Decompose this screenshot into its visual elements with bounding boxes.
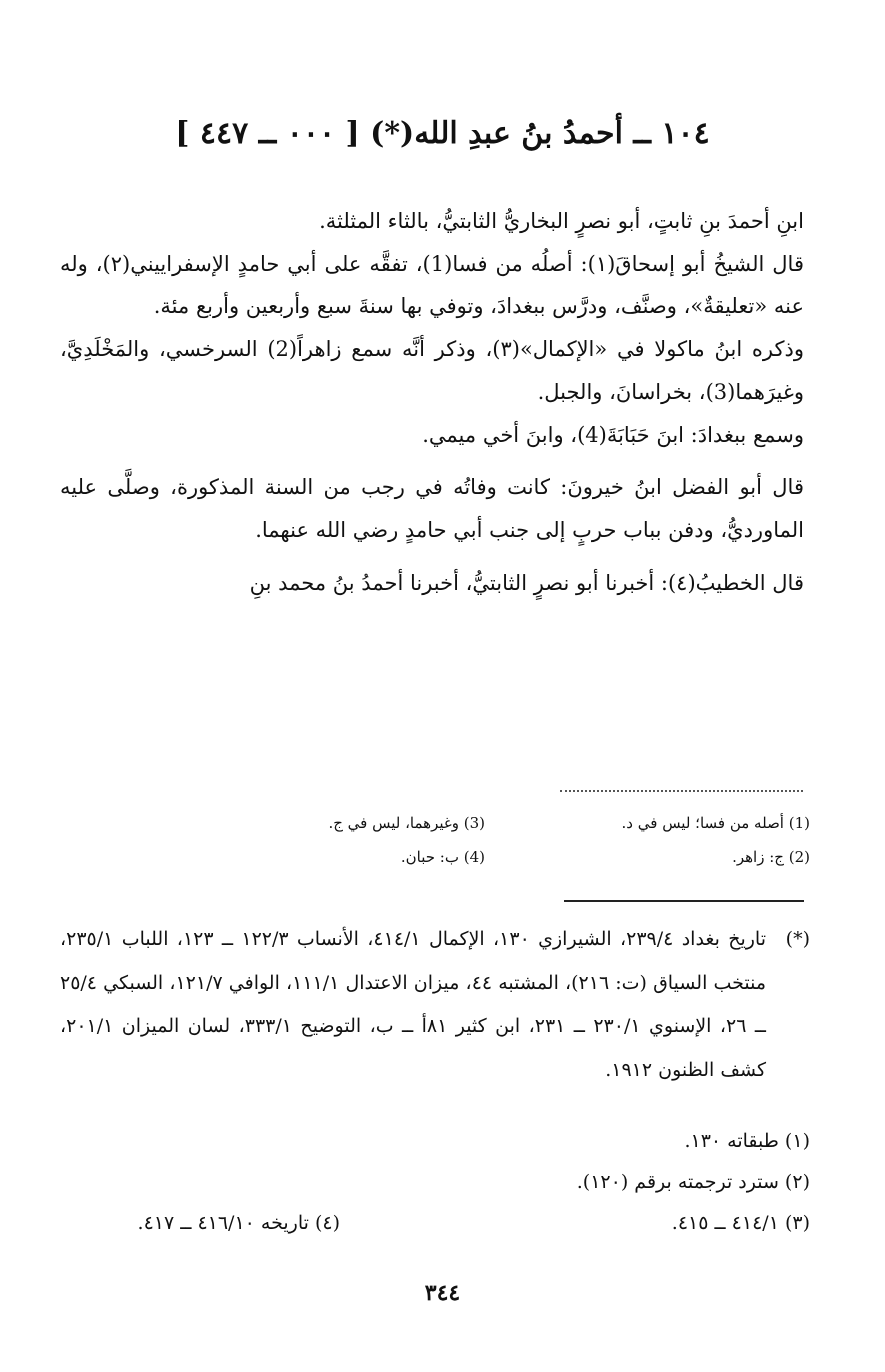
paragraph: قال الخطيبُ(٤): أخبرنا أبو نصرٍ الثابتيُّ، أخبرنا أحمدُ بنُ محمد بنِ (249, 570, 804, 595)
variant-note: (1) أصله من فسا؛ ليس في د. (621, 814, 810, 832)
paragraph: قال الشيخُ أبو إسحاقَ(١): أصلُه من فسا(1)، تفقَّه على أبي حامدٍ الإسفراييني(٢)، وله عنه «تعليقةٌ»، وصنَّف، ودرَّس ببغدادَ، وتوفي بها سنةَ سبع وأربعين وأربع مئة. (60, 251, 804, 319)
variant-notes (190, 806, 810, 874)
footnotes (60, 1121, 810, 1244)
sources-note (60, 918, 810, 1092)
footnote: (١) طبقاته ١٣٠. (684, 1130, 810, 1152)
paragraph: قال أبو الفضل ابنُ خيرونَ: كانت وفاتُه في رجب من السنة المذكورة، وصلَّى عليه الماورديُّ، ودفن بباب حربٍ إلى جنب أبي حامدٍ رضي الله عنهما. (60, 475, 804, 542)
variant-note: (4) ب: حبان. (400, 848, 485, 866)
footnote: (٤) تاريخه ٤١٦/١٠ ــ ٤١٧. (137, 1212, 340, 1234)
variant-note: (2) ج: زاهر. (732, 848, 810, 866)
variant-note: (3) وغيرهما، ليس في ج. (328, 814, 485, 832)
footnotes-rule (564, 900, 804, 902)
sources-note-marker: (*) (785, 928, 810, 950)
main-text (60, 200, 804, 604)
entry-title: ١٠٤ ــ أحمدُ بنُ عبدِ الله(*) [ ٠٠٠ ــ ٤٤٧ ] (175, 116, 710, 151)
page-number: ٣٤٤ (424, 1280, 461, 1306)
paragraph: وذكره ابنُ ماكولا في «الإكمال»(٣)، وذكر أنَّه سمع زاهراً(2) السرخسي، والمَخْلَدِيَّ، وغيرَهما(3)، بخراسانَ، والجبل. (60, 337, 805, 404)
footnote: (٢) سترد ترجمته برقم (١٢٠). (576, 1171, 810, 1193)
paragraph: ابنِ أحمدَ بنِ ثابتٍ، أبو نصرٍ البخاريُّ الثابتيُّ، بالثاء المثلثة. (319, 209, 804, 233)
variant-notes-separator (560, 790, 803, 792)
sources-note-text: تاريخ بغداد ٢٣٩/٤، الشيرازي ١٣٠، الإكمال ٤١٤/١، الأنساب ١٢٢/٣ ــ ١٢٣، اللباب ٢٣٥/١، منتخب السياق (ت: ٢١٦)، المشتبه ٤٤، ميزان الاعتدال ١١١/١، الوافي ١٢١/٧، السبكي ٢٥/٤ ــ ٢٦، الإسنوي ٢٣٠/١ ــ ٢٣١، ابن كثير ٨١أ ــ ب، التوضيح ٣٣٣/١، لسان الميزان ٢٠١/١، كشف الظنون ١٩١٢. (60, 928, 767, 1081)
footnote: (٣) ٤١٤/١ ــ ٤١٥. (671, 1212, 810, 1234)
paragraph: وسمع ببغدادَ: ابنَ حَبَابَةَ(4)، وابنَ أخي ميمي. (422, 422, 804, 447)
